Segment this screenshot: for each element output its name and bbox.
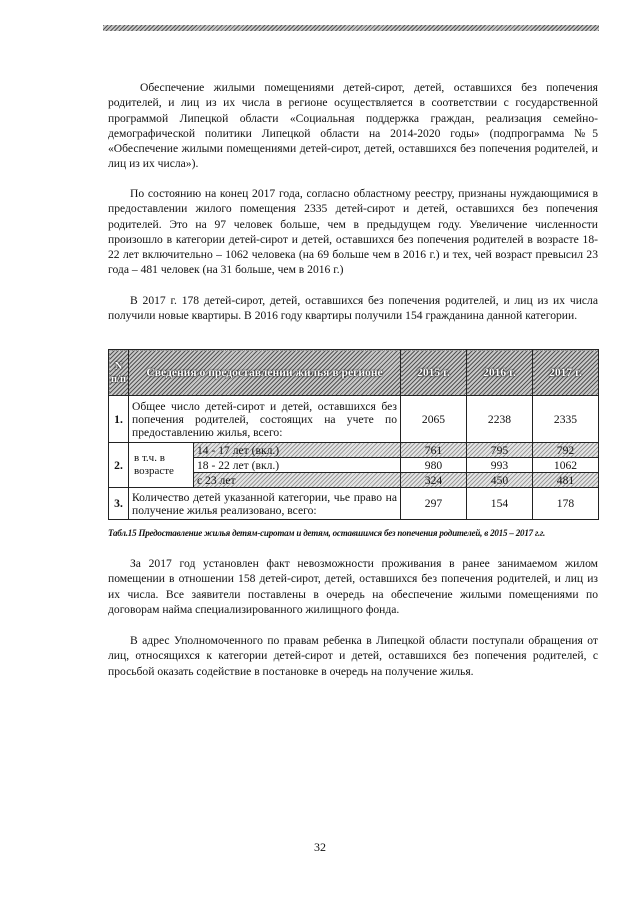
cell-value: 2065 xyxy=(401,396,467,443)
cell-value: 761 xyxy=(401,443,467,458)
table-row xyxy=(109,488,599,520)
paragraph-ombudsman-appeals: В адрес Уполномоченного по правам ребенка в Липецкой области поступали обращения от лиц, относящихся к категории детей-сирот и детей, оставшихся без попечения родителей, с просьбой оказать содействие в постановке в очередь на получение жилья. xyxy=(108,634,598,678)
page-number: 32 xyxy=(314,840,326,854)
row-label: Общее число детей-сирот и детей, оставшихся без попечения родителей, состоящих на учете по предоставлению жилья, всего: xyxy=(129,396,401,443)
table-caption: Табл.15 Предоставление жилья детям-сиротам и детям, оставшимся без попечения родителей, в 2015 – 2017 г.г. xyxy=(108,528,546,538)
cell-value: 450 xyxy=(467,473,533,488)
table-row xyxy=(109,396,599,443)
age-group-label: в т.ч. в возрасте xyxy=(129,443,194,488)
cell-value: 324 xyxy=(401,473,467,488)
cell-value: 2335 xyxy=(533,396,599,443)
housing-data-table xyxy=(108,349,599,520)
paragraph-uninhabitable: За 2017 год установлен факт невозможности проживания в ранее занимаемом жилом помещении в отношении 158 детей-сирот, детей, оставшихся без попечения родителей, и лиц из их числа. Все заявители поставлены в очередь на обеспечение жилыми помещениями по договорам найма специализированного жилищного фонда. xyxy=(108,557,598,616)
age-range-label: 18 - 22 лет (вкл.) xyxy=(194,458,401,473)
header-decorative-band xyxy=(103,25,599,31)
header-title: Сведения о предоставлении жилья в регионе xyxy=(129,350,401,396)
paragraph-housing-program: Обеспечение жилыми помещениями детей-сирот, детей, оставшихся без попечения родителей, и лиц из их числа в регионе осуществляется в соответствии с государственной программой Липецкой области «Социальная поддержка граждан, реализация семейно-демографической политики Липецкой области на 2014-2020 годы» (подпрограмма №5 «Обеспечение жилыми помещениями детей-сирот, детей, оставшихся без попечения родителей, и лиц из их числа»). xyxy=(108,81,598,171)
header-2015: 2015 г. xyxy=(401,350,467,396)
table-header-row xyxy=(109,350,599,396)
cell-value: 154 xyxy=(467,488,533,520)
cell-value: 795 xyxy=(467,443,533,458)
cell-value: 297 xyxy=(401,488,467,520)
cell-value: 1062 xyxy=(533,458,599,473)
row-index: 2. xyxy=(109,443,129,488)
row-index: 1. xyxy=(109,396,129,443)
cell-value: 993 xyxy=(467,458,533,473)
cell-value: 2238 xyxy=(467,396,533,443)
header-2016: 2016 г. xyxy=(467,350,533,396)
cell-value: 792 xyxy=(533,443,599,458)
cell-value: 178 xyxy=(533,488,599,520)
header-num: N п/п xyxy=(109,350,129,396)
paragraph-registry-status: По состоянию на конец 2017 года, согласно областному реестру, признаны нуждающимися в предоставлении жилого помещения 2335 детей-сирот и детей, оставшихся без попечения родителей. Это на 97 человек больше, чем в предыдущем году. Увеличение численности произошло в категории детей-сирот и детей, оставшихся без попечения родителей в возрасте 18-22 лет включительно – 1062 человека (на 69 больше чем в 2016 г.) и тех, чей возраст превысил 23 года – 481 человек (на 31 больше, чем в 2016 г.) xyxy=(108,187,598,277)
cell-value: 481 xyxy=(533,473,599,488)
paragraph-new-apartments: В 2017 г. 178 детей-сирот, детей, оставшихся без попечения родителей, и лиц из их числа получили новые квартиры. В 2016 году квартиры получили 154 гражданина данной категории. xyxy=(108,294,598,323)
age-range-label: 14 - 17 лет (вкл.) xyxy=(194,443,401,458)
row-label: Количество детей указанной категории, чье право на получение жилья реализовано, всего: xyxy=(129,488,401,520)
row-index: 3. xyxy=(109,488,129,520)
age-range-label: с 23 лет xyxy=(194,473,401,488)
cell-value: 980 xyxy=(401,458,467,473)
table-row xyxy=(109,443,599,458)
header-2017: 2017 г. xyxy=(533,350,599,396)
